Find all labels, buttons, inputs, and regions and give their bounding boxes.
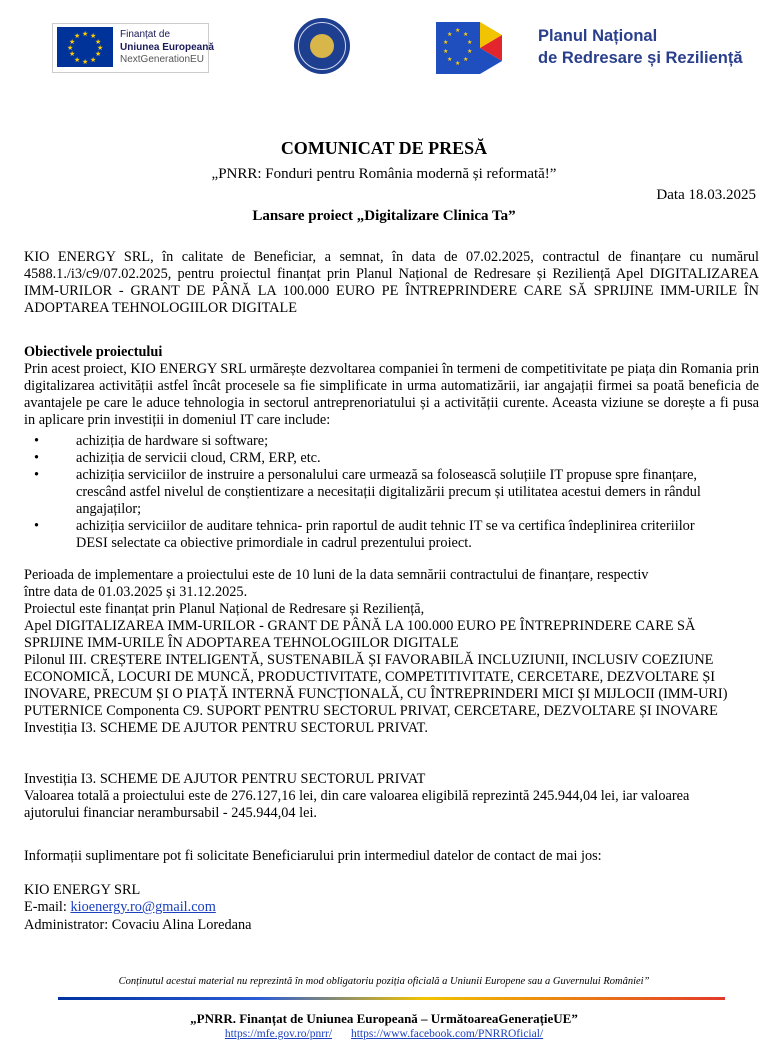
contact-email-link[interactable]: kioenergy.ro@gmail.com (70, 899, 216, 915)
value-block: Valoarea totală a proiectului este de 276.127,16 lei, din care valoarea eligibilă reprezintă 245.944,04 lei, iar valoarea ajutorului financiar nerambursabil - 245.944,04 lei. (24, 788, 690, 821)
pnrr-logo-icon (436, 22, 526, 74)
contact-email-label: E-mail: (24, 899, 71, 915)
objectives-list (24, 433, 724, 552)
svg-text:★: ★ (447, 57, 453, 63)
pnrr-logo-line-1: Planul Național (538, 27, 658, 45)
list-item: • achiziția serviciilor de instruire a personalului care urmează sa folosească soluțiile IT propuse spre finanțare, crescând astfel nivelul de conștientizare a necesitații digitalizării precum și utilitatea acestui demers in rândul angajaților; (24, 467, 724, 518)
eu-logo-line-2: Uniunea Europeană (120, 41, 214, 53)
contact-email-row (24, 899, 216, 916)
project-heading: Lansare proiect „Digitalizare Clinica Ta” (252, 208, 516, 224)
objectives-heading: Obiectivele proiectului (24, 344, 163, 360)
footer-link-facebook[interactable]: https://www.facebook.com/PNRROficial/ (350, 1028, 544, 1040)
pilon-block: Pilonul III. CREȘTERE INTELIGENTĂ, SUSTENABILĂ ȘI FAVORABILĂ INCLUZIUNII, INCLUSIV COEZIUNE ECONOMICĂ, LOCURI DE MUNCĂ, PRODUCTIVITATE, COMPETITIVITATE, CERCETARE, DEZVOLTARE ȘI INOVARE, PRECUM ȘI O PIAȚĂ INTERNĂ FUNCȚIONALĂ, CU ÎNTREPRINDERI MICI ȘI MIJLOCII (IMM-URI) PUTERNICE Componenta C9. SUPORT PENTRU SECTORUL PRIVAT, CERCETARE, DEZVOLTARE ȘI INOVARE Investiția I3. SCHEME DE AJUTOR PENTRU SECTORUL PRIVAT. (24, 652, 728, 736)
svg-text:★: ★ (463, 57, 469, 63)
list-item: • achiziția de servicii cloud, CRM, ERP, etc. (24, 450, 724, 467)
eu-logo-text (120, 29, 214, 67)
svg-text:★: ★ (447, 32, 453, 38)
svg-text:★: ★ (463, 32, 469, 38)
svg-text:★: ★ (455, 61, 461, 67)
footer-title: „PNRR. Finanțat de Uniunea Europeană – UrmătoareaGenerațieUE” (190, 1011, 578, 1026)
svg-text:★: ★ (467, 49, 473, 55)
contact-company: KIO ENERGY SRL (24, 882, 141, 898)
intro-paragraph: KIO ENERGY SRL, în calitate de Beneficiar, a semnat, în data de 07.02.2025, contractul de finanțare cu numărul 4588.1./i3/c9/07.02.2025, pentru proiectul finanțat prin Planul Național de Redresare și Reziliență Apel DIGITALIZAREA IMM-URILOR - GRANT DE PÂNĂ LA 100.000 EURO PE ÎNTREPRINDERE CARE SĂ SPRIJINE IMM-URILE ÎN ADOPTAREA TEHNOLOGIILOR DIGITALE (24, 249, 759, 316)
document-date: Data 18.03.2025 (656, 187, 756, 203)
list-item: • achiziția serviciilor de auditare tehnica- prin raportul de audit tehnic IT se va certifica îndeplinirea criteriilor DESI selectate ca obiective primordiale in cadrul prezentului proiect. (24, 518, 724, 552)
footer-color-stripe (58, 997, 725, 1000)
info-line: Informații suplimentare pot fi solicitate Beneficiarului prin intermediul datelor de contact de mai jos: (24, 848, 602, 864)
list-item: • achiziția de hardware si software; (24, 433, 724, 450)
investitie-line: Investiția I3. SCHEME DE AJUTOR PENTRU SECTORUL PRIVAT (24, 771, 426, 787)
svg-text:★: ★ (443, 40, 449, 46)
eu-logo-line-1: Finanțat de (120, 29, 171, 40)
romanian-government-seal-icon (294, 18, 350, 74)
objectives-paragraph: Prin acest proiect, KIO ENERGY SRL urmărește dezvoltarea companiei în termeni de competitivitate pe piața din Romania prin digitalizarea activității astfel încât procesele sa fie simplificate in urma automatizării, iar angajații firmei sa poată beneficia de avantajele pe care le aduce tehnologia in sectorul antreprenoriatului și a activității curente. Aceasta viziune se dorește a fi pusa in aplicare prin investiții in domeniul IT care include: (24, 361, 759, 428)
document-subtitle: „PNRR: Fonduri pentru România modernă și reformată!” (211, 166, 557, 182)
document-title: COMUNICAT DE PRESĂ (280, 138, 488, 158)
eu-flag-icon: ★ ★ ★ ★ ★ ★ ★ ★ ★ ★ ★ ★ (57, 27, 113, 67)
period-line-2: între data de 01.03.2025 și 31.12.2025. (24, 584, 248, 600)
footer-disclaimer: Conținutul acestui material nu reprezintă în mod obligatoriu poziția oficială a Uniunii Europene sau a Guvernului României” (118, 976, 650, 987)
period-line-1: Perioada de implementare a proiectului este de 10 luni de la data semnării contractului de finanțare, respectiv (24, 567, 649, 583)
svg-text:★: ★ (467, 40, 473, 46)
footer-link-mfe[interactable]: https://mfe.gov.ro/pnrr/ (224, 1028, 333, 1040)
svg-text:★: ★ (455, 28, 461, 34)
apel-block: Apel DIGITALIZAREA IMM-URILOR - GRANT DE PÂNĂ LA 100.000 EURO PE ÎNTREPRINDERE CARE SĂ SPRIJINE IMM-URILE ÎN ADOPTAREA TEHNOLOGIILOR DIGITALE (24, 618, 696, 651)
pnrr-logo-text (538, 25, 743, 69)
svg-text:★: ★ (443, 49, 449, 55)
pnrr-logo-line-2: de Redresare și Reziliență (538, 49, 743, 67)
contact-admin: Administrator: Covaciu Alina Loredana (24, 917, 252, 933)
funding-line: Proiectul este finanțat prin Planul Național de Redresare și Reziliență, (24, 601, 425, 617)
eu-logo-line-3: NextGenerationEU (120, 54, 204, 65)
footer-links (0, 1028, 768, 1040)
